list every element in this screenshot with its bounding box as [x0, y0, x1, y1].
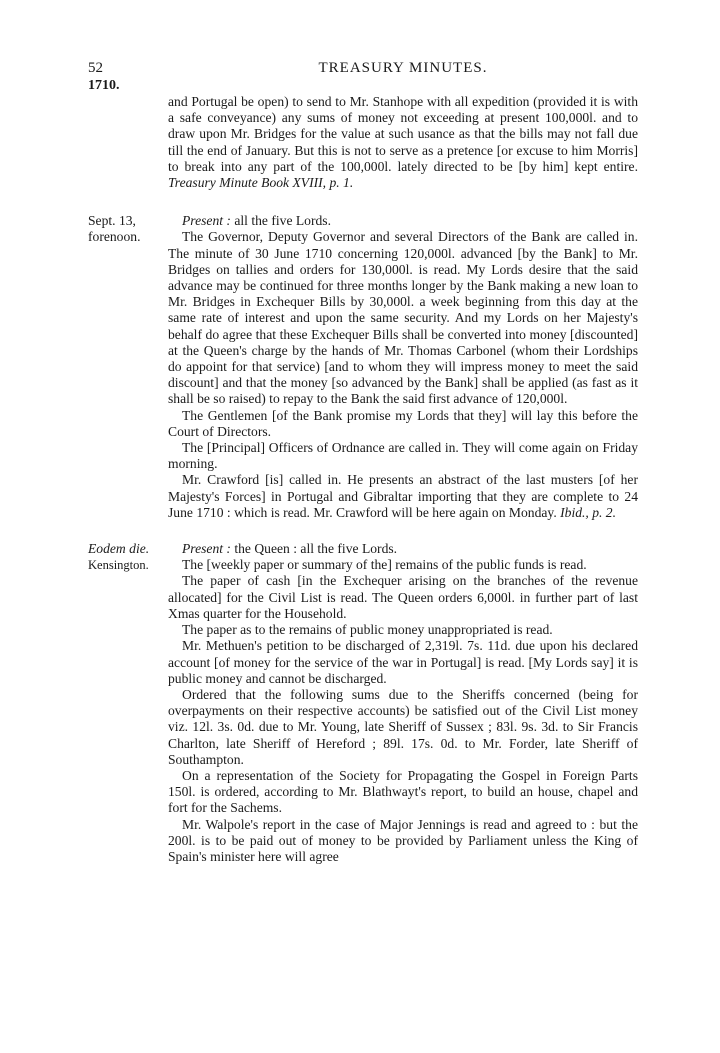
source-reference: Ibid., p. 2. [560, 504, 617, 520]
minute-paragraph: The paper as to the remains of public money unappropriated is read. [182, 622, 553, 638]
margin-date: Eodem die. [88, 541, 150, 557]
minute-paragraph: The paper of cash [in the Exchequer arising on the branches of the revenue allocated] for the Civil List is read. The Queen orders 6,000l. in further part of last Xmas quarter for the Household. [168, 573, 638, 621]
present-line: Present : all the five Lords. [182, 213, 331, 229]
minute-paragraph: Ordered that the following sums due to the Sheriffs concerned (being for overpayments on their respective accounts) be satisfied out of the Civil List money viz. 12l. 3s. 0d. due to Mr. Young, late Sheriff of Sussex ; 83l. 9s. 3d. to Sir Francis Charlton, late Sheriff of Hereford ; 89l. 17s. 0d. to Mr. Forder, late Sheriff of Southampton. [168, 686, 638, 767]
minute-paragraph: The [weekly paper or summary of the] remains of the public funds is read. [182, 557, 587, 573]
minute-paragraph: Mr. Methuen's petition to be discharged of 2,319l. 7s. 11d. due upon his declared account [of money for the service of the war in Portugal] is read. [My Lords say] it is public money and cannot be discharged. [168, 638, 638, 686]
minute-paragraph: The Gentlemen [of the Bank promise my Lords that they] will lay this before the Court of Directors. [168, 407, 638, 439]
entry-margin-note [88, 213, 164, 245]
margin-time: forenoon. [88, 229, 141, 245]
margin-year: 1710. [88, 78, 120, 93]
running-title: TREASURY MINUTES. [318, 60, 488, 76]
page-number: 52 [88, 60, 103, 76]
minute-entry-eodem-die [88, 541, 638, 865]
entry-margin-note [88, 541, 164, 573]
minute-paragraph: The [Principal] Officers of Ordnance are called in. They will come again on Friday morning. [168, 440, 638, 472]
margin-date: Sept. 13, [88, 213, 136, 229]
text-column [88, 94, 638, 865]
continuation-paragraph: and Portugal be open) to send to Mr. Stanhope with all expedition (provided it is with a safe conveyance) any sums of money not exceeding at present 100,000l. and to draw upon Mr. Bridges for the value at such usance as that the bills may not fall due till the end of January. But this is not to serve as a pretence [or excuse to him Morris] to break into any part of the 100,000l. lately directed to be [by him] kept entire. Treasury Minute Book XVIII, p. 1. [168, 94, 638, 191]
source-reference: Treasury Minute Book XVIII, p. 1. [168, 175, 354, 191]
minute-paragraph: Mr. Crawford [is] called in. He presents an abstract of the last musters [of her Majesty's Forces] in Portugal and Gibraltar importing that they are complete to 24 June 1710 : which is read. Mr. Crawford will be here again on Monday. Ibid., p. 2. [168, 472, 638, 520]
minute-paragraph: Mr. Walpole's report in the case of Major Jennings is read and agreed to : but the 200l. is to be paid out of money to be provided by Parliament unless the King of Spain's minister here will agree [168, 816, 638, 864]
minute-paragraph: On a representation of the Society for Propagating the Gospel in Foreign Parts 150l. is ordered, according to Mr. Blathwayt's report, to build an house, chapel and fort for the Sachems. [168, 767, 638, 816]
minute-paragraph: The Governor, Deputy Governor and several Directors of the Bank are called in. The minute of 30 June 1710 concerning 120,000l. advanced [by the Bank] to Mr. Bridges on tallies and orders for 130,000l. is read. My Lords desire that the said advance may be continued for three months longer by the Bank making a new loan to Mr. Bridges in Exchequer Bills by 30,000l. a week beginning from this day at the same rate of interest and upon the same security. And my Lords on her Majesty's behalf do agree that these Exchequer Bills shall be converted into money [discounted] at the Queen's charge by the hands of Mr. Thomas Carbonel (whom their Lordships do appoint for that service) [and to whom they will impress money to meet the said discount] and that the money [so advanced by the Bank] shall be applied (as fast as it shall be so raised) to repay to the Bank the said first advance of 120,000l. [168, 229, 638, 407]
margin-place: Kensington. [88, 558, 149, 573]
present-line: Present : the Queen : all the five Lords. [182, 541, 398, 557]
minute-entry-sept-13 [88, 213, 638, 521]
